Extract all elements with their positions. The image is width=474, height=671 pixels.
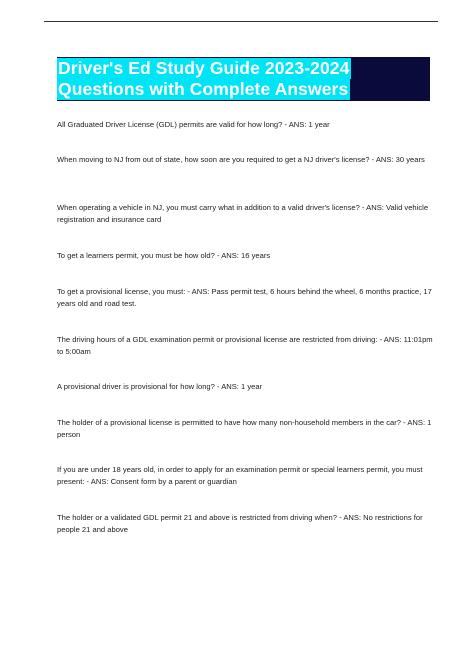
qa-item-5: To get a provisional license, you must: - ANS: Pass permit test, 6 hours behind the wheel, 6 months practice, 17 years old and road test. — [57, 287, 432, 308]
qa-item-3: When operating a vehicle in NJ, you must carry what in addition to a valid driver's license? - ANS: Valid vehicle registration and insurance card — [57, 203, 429, 224]
qa-item-4: To get a learners permit, you must be how old? - ANS: 16 years — [57, 251, 271, 260]
title-line-1: Driver's Ed Study Guide 2023-2024 — [58, 58, 350, 78]
qa-item-7: A provisional driver is provisional for how long? - ANS: 1 year — [57, 382, 263, 391]
qa-item-6: The driving hours of a GDL examination permit or provisional license are restricted from driving: - ANS: 11:01pm to 5:00am — [57, 335, 433, 356]
qa-item-9: If you are under 18 years old, in order to apply for an examination permit or special learners permit, you must present: - ANS: Consent form by a parent or guardian — [57, 465, 423, 486]
top-rule — [44, 21, 438, 22]
qa-item-10: The holder or a validated GDL permit 21 and above is restricted from driving when? - ANS: No restrictions for people 21 and above — [57, 513, 423, 534]
qa-item-2: When moving to NJ from out of state, how soon are you required to get a NJ driver's license? - ANS: 30 years — [57, 155, 425, 164]
qa-item-1: All Graduated Driver License (GDL) permits are valid for how long? - ANS: 1 year — [57, 120, 330, 129]
qa-item-8: The holder of a provisional license is permitted to have how many non-household members in the car? - ANS: 1 person — [57, 418, 432, 439]
title-block — [57, 57, 430, 101]
title-line-2: Questions with Complete Answers — [58, 79, 349, 99]
